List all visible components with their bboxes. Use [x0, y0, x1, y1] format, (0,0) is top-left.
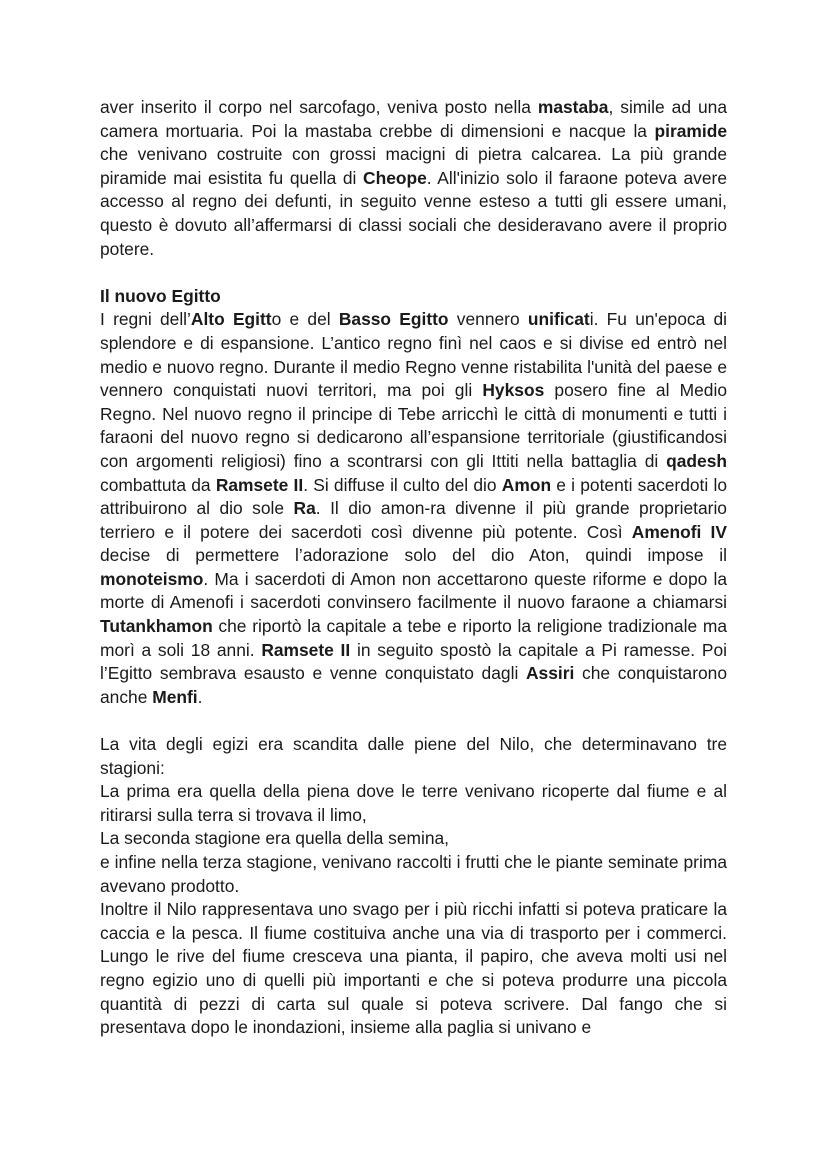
bold-term: Ra	[293, 498, 316, 519]
bold-term: Amenofi IV	[631, 521, 727, 542]
section-heading	[100, 285, 727, 309]
text-run: I regni dell’	[100, 309, 191, 330]
bold-term: Hyksos	[482, 380, 545, 401]
text-run: decise di permettere l’adorazione solo del dio Aton, quindi impose il	[100, 545, 727, 566]
paragraph-gap	[100, 261, 727, 285]
bold-term: Basso Egitto	[338, 309, 449, 330]
text-run: e i potenti sacerdoti lo attribuirono al dio sole	[100, 474, 727, 519]
bold-term: unificat	[527, 309, 590, 330]
text-run: o e del	[271, 309, 339, 330]
bold-term: piramide	[654, 120, 727, 141]
bold-term: Menfi	[152, 686, 198, 707]
season-3-paragraph: e infine nella terza stagione, venivano raccolti i frutti che le piante seminate prima avevano prodotto.	[100, 852, 727, 896]
text-run: in seguito spostò la capitale a Pi ramesse. Poi l’Egitto sembrava esausto e venne conquistato dagli	[100, 639, 727, 684]
text-run: che venivano costruite con grossi macigni di pietra calcarea. La più grande piramide mai esistita fu quella di	[100, 144, 727, 188]
text-run: che conquistarono anche	[100, 663, 727, 707]
text-run: . All'inizio solo il faraone poteva avere accesso al regno dei defunti, in seguito venne esteso a tutti gli essere umani, questo è dovuto all’affermarsi di classi sociali che desideravano avere il proprio potere.	[100, 167, 727, 259]
bold-term: mastaba	[537, 97, 609, 117]
bold-term: qadesh	[666, 450, 727, 471]
season-1-paragraph: La prima era quella della piena dove le terre venivano ricoperte dal fiume e al ritirarsi sulla terra si trovava il limo,	[100, 781, 727, 825]
text-run: combattuta da	[100, 474, 216, 495]
bold-term: Ramsete II	[215, 474, 304, 495]
text-run: i. Fu un'epoca di splendore e di espansione. L’antico regno finì nel caos e si divise ed entrò nel medio e nuovo regno. Durante il medio Regno venne ristabilita l'unità del paese e vennero conquistati nuovi territori, ma poi gli	[100, 309, 728, 401]
text-run: posero fine al Medio Regno. Nel nuovo regno il principe di Tebe arricchì le città di monumenti e tutti i faraoni del nuovo regno si dedicarono all’espansione territoriale (giustificandosi con argomenti religiosi) fino a scontrarsi con gli Ittiti nella battaglia di	[100, 380, 727, 471]
document-body	[100, 96, 727, 1040]
text-run: , simile ad una camera mortuaria. Poi la mastaba crebbe di dimensioni e nacque la	[100, 97, 727, 141]
paragraph-gap	[100, 709, 727, 733]
text-run: . Il dio amon-ra divenne il più grande proprietario terriero e il potere dei sacerdoti così divenne più potente. Così	[100, 498, 727, 542]
season-2-paragraph: La seconda stagione era quella della semina,	[100, 828, 450, 849]
nile-intro-paragraph: La vita degli egizi era scandita dalle piene del Nilo, che determinavano tre stagioni:	[100, 734, 727, 778]
text-run: . Si diffuse il culto del dio	[303, 474, 502, 495]
text-run: aver inserito il corpo nel sarcofago, veniva posto nella	[100, 97, 538, 117]
text-run: che riportò la capitale a tebe e riporto la religione tradizionale ma morì a soli 18 anni.	[100, 616, 727, 660]
section-paragraph	[100, 308, 727, 709]
text-run: .	[197, 686, 203, 707]
bold-term: Ramsete II	[261, 639, 351, 660]
section-heading-text: Il nuovo Egitto	[100, 285, 221, 306]
bold-term: Cheope	[363, 167, 427, 188]
bold-term: Assiri	[526, 663, 575, 684]
bold-term: monoteismo	[100, 568, 204, 589]
intro-paragraph	[100, 96, 727, 261]
text-run: . Ma i sacerdoti di Amon non accettarono queste riforme e dopo la morte di Amenofi i sacerdoti convinsero facilmente il nuovo faraone a chiamarsi	[100, 568, 727, 613]
bold-term: Tutankhamon	[100, 616, 213, 637]
bold-term: Amon	[501, 474, 552, 495]
text-run: vennero	[448, 309, 528, 330]
closing-paragraph: Inoltre il Nilo rappresentava uno svago per i più ricchi infatti si poteva praticare la caccia e la pesca. Il fiume costituiva anche una via di trasporto per i commerci. Lungo le rive del fiume cresceva una pianta, il papiro, che aveva molti usi nel regno egizio uno di quelli più importanti e che si poteva produrre una piccola quantità di pezzi di carta sul quale si poteva scrivere. Dal fango che si presentava dopo le inondazioni, insieme alla paglia si univano e	[100, 899, 727, 1038]
bold-term: Alto Egitt	[190, 309, 272, 330]
